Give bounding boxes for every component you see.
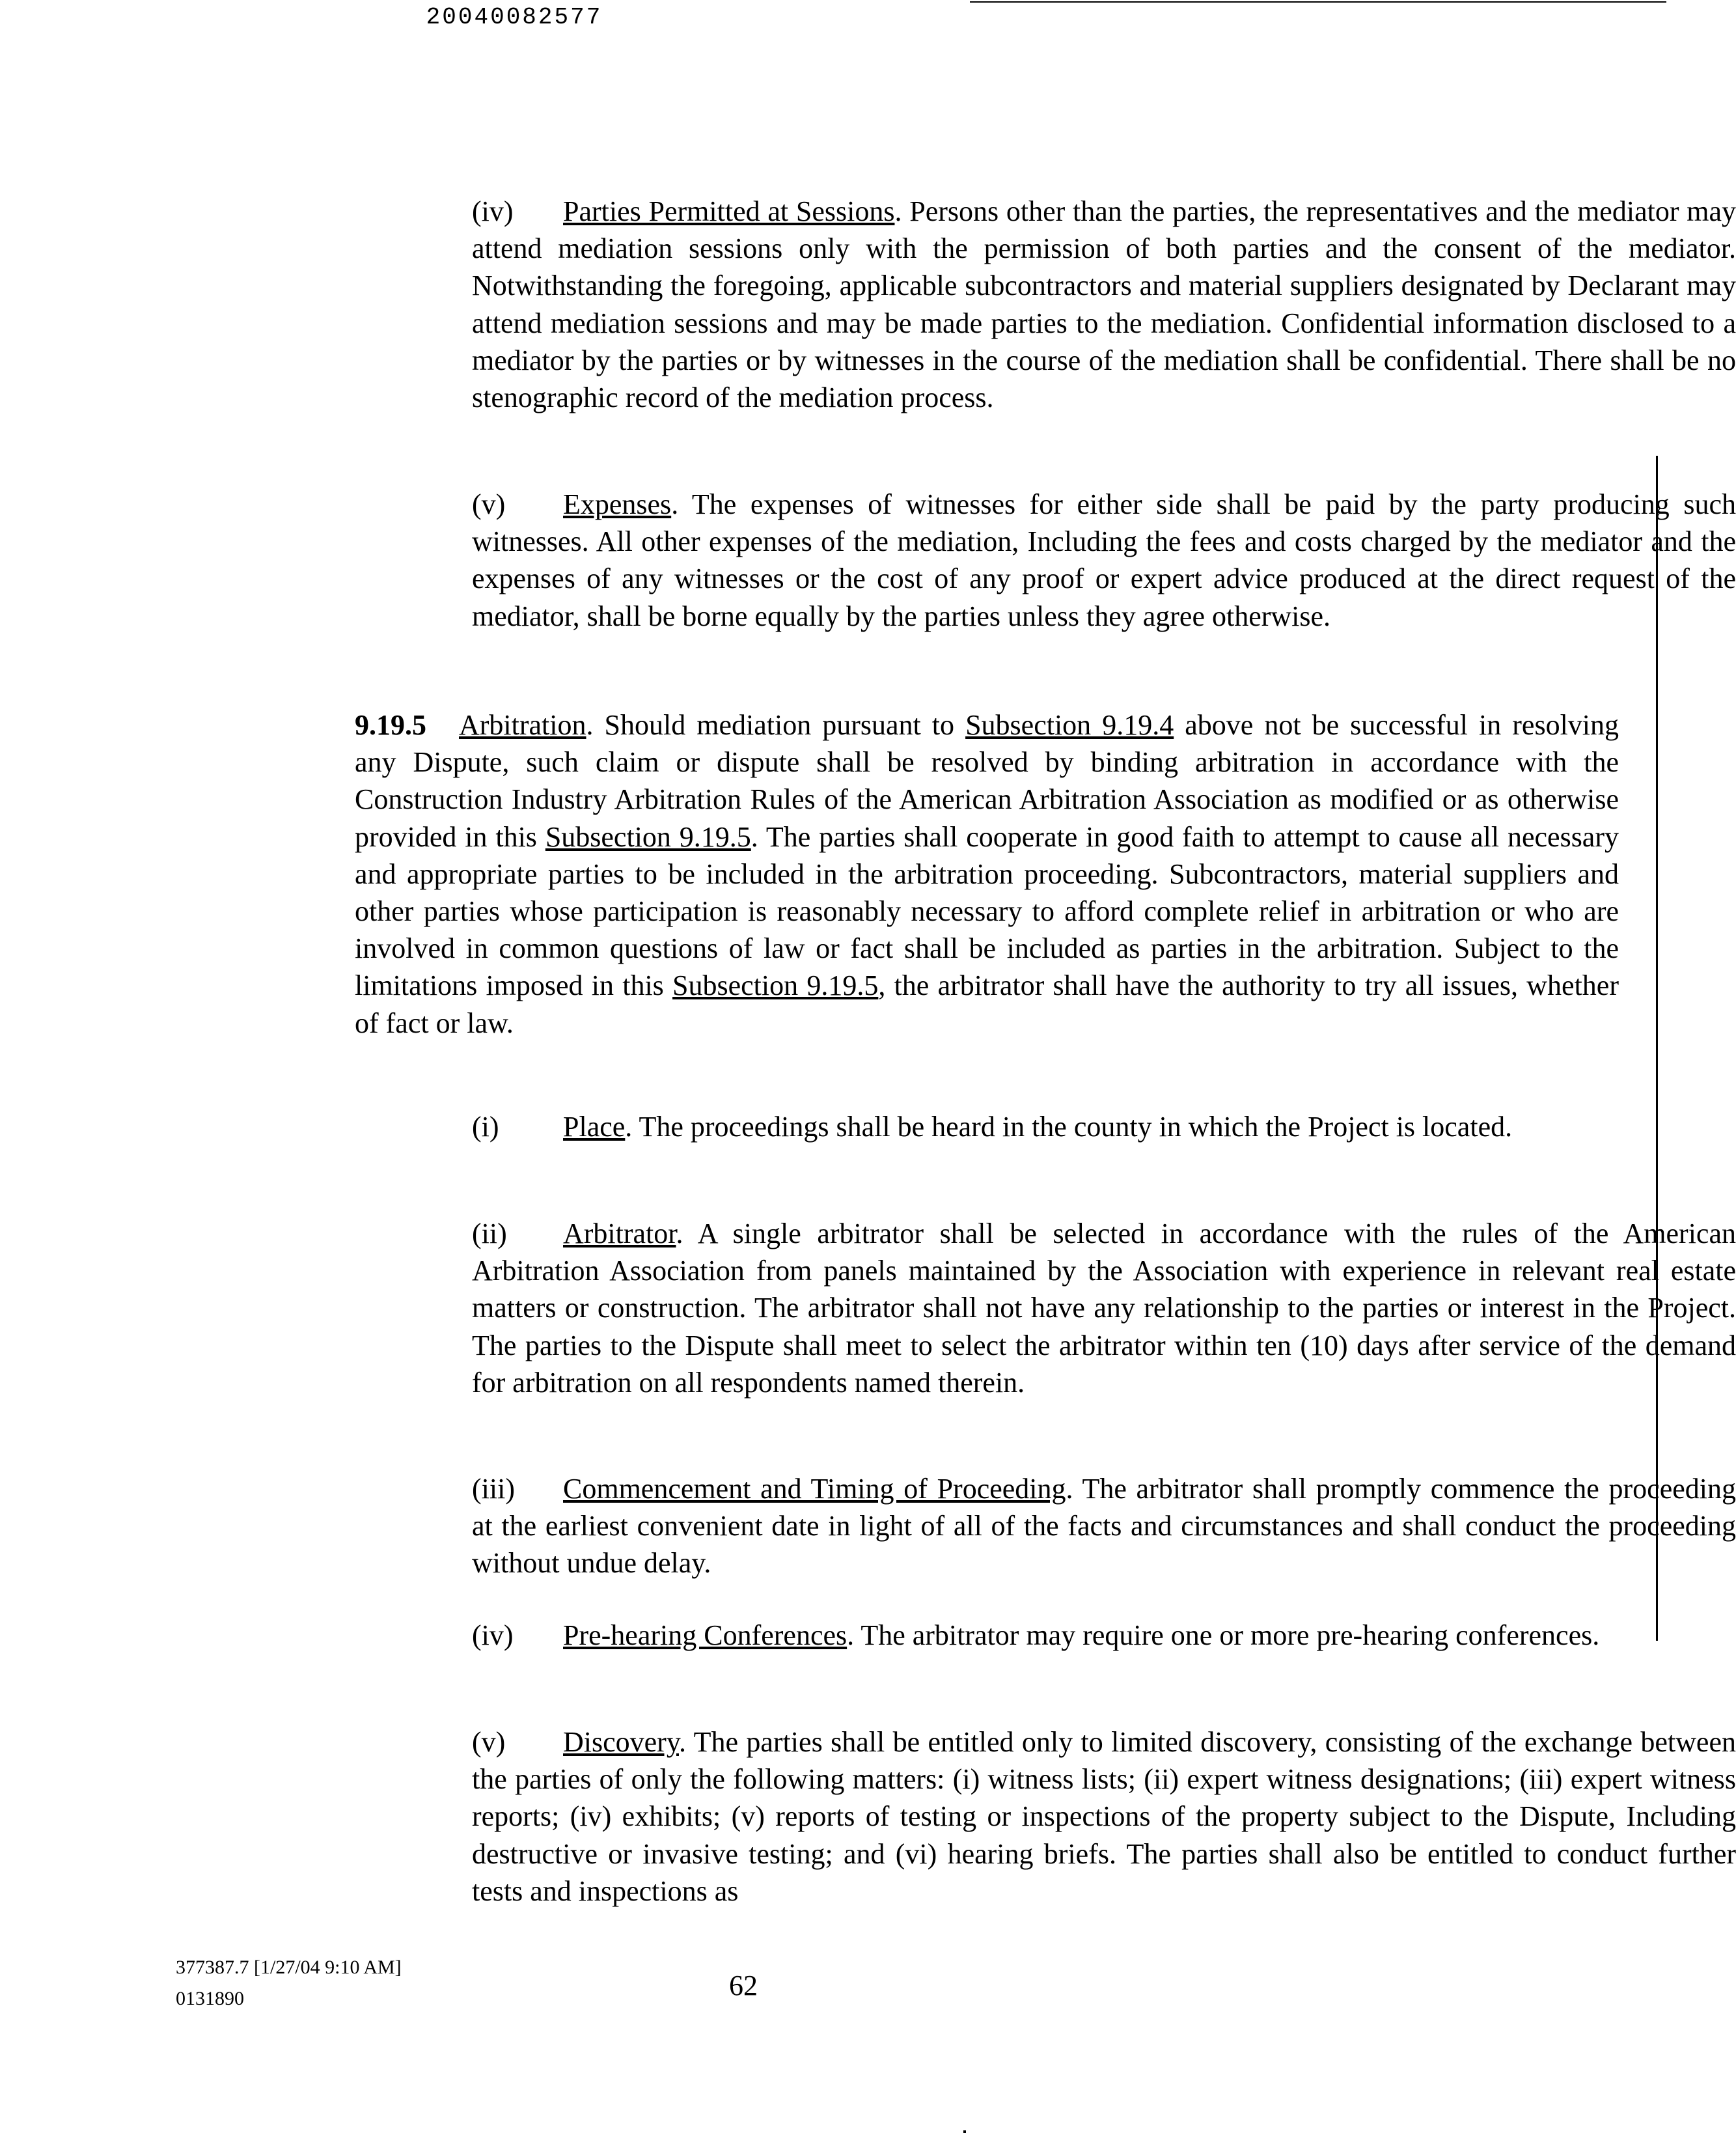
document-number: 20040082577 bbox=[426, 4, 603, 31]
paragraph-text: . The parties shall be entitled only to limited discovery, consisting of the exchange between the parties of only the following matters: (i) witness lists; (ii) expert witness designations; (iii) expert witness reports; (iv) exhibits; (v) reports of testing or inspections of the property subject to the Dispute, Including destructive or invasive testing; and (vi) hearing briefs. The parties shall also be entitled to conduct further tests and inspections as bbox=[472, 1726, 1736, 1907]
paragraph-heading: Expenses bbox=[563, 488, 672, 520]
paragraph-heading: Pre-hearing Conferences bbox=[563, 1619, 847, 1651]
top-rule bbox=[970, 1, 1666, 3]
subsection-reference: Subsection 9.19.5 bbox=[545, 820, 751, 853]
paragraph-text: . A single arbitrator shall be selected in accordance with the rules of the American Arbitration Association from panels maintained by the Association with experience in relevant real estate matters or construction. The arbitrator shall not have any relationship to the parties or interest in the Project. The parties to the Dispute shall meet to select the arbitrator within ten (10) days after service of the demand for arbitration on all respondents named therein. bbox=[472, 1218, 1736, 1399]
subsection-reference: Subsection 9.19.4 bbox=[965, 709, 1174, 741]
paragraph-heading: Arbitrator bbox=[563, 1218, 676, 1249]
paragraph-number: (v) bbox=[472, 1726, 506, 1758]
paragraph-commencement bbox=[179, 1470, 1736, 1582]
page-number: 62 bbox=[729, 1970, 758, 2001]
paragraph-number: (iii) bbox=[472, 1473, 515, 1505]
paragraph-number: (ii) bbox=[472, 1218, 507, 1249]
footer-client-number: 0131890 bbox=[176, 1988, 244, 2009]
paragraph-arbitration bbox=[179, 706, 1619, 1042]
paragraph-text: . The proceedings shall be heard in the county in which the Project is located. bbox=[625, 1111, 1513, 1143]
paragraph-text: . The parties shall cooperate in good faith to attempt to cause all necessary and appropriate parties to be included in the arbitration proceeding. Subcontractors, material suppliers and other parties whose participation is reasonably necessary to afford complete relief in arbitration or who are involved in common questions of law or fact shall be included as parties in the arbitration. Subject to the limitations imposed in this bbox=[355, 820, 1619, 1002]
paragraph-text: . Should mediation pursuant to bbox=[586, 709, 966, 741]
scan-speck bbox=[963, 2130, 966, 2133]
paragraph-number: (i) bbox=[472, 1111, 499, 1143]
paragraph-number: (v) bbox=[472, 488, 506, 520]
subsection-reference: Subsection 9.19.5 bbox=[672, 969, 879, 1002]
paragraph-text: . The arbitrator shall promptly commence the proceeding at the earliest convenient date in light of all of the facts and circumstances and shall conduct the proceeding without undue delay. bbox=[472, 1473, 1736, 1580]
paragraph-expenses bbox=[179, 486, 1736, 635]
paragraph-heading: Arbitration bbox=[459, 709, 586, 741]
paragraph-heading: Commencement and Timing of Proceeding bbox=[563, 1473, 1066, 1505]
paragraph-place bbox=[179, 1108, 1736, 1145]
paragraph-text: above not be successful in resolving any Dispute, such claim or dispute shall be resolved by binding arbitration in accordance with the Construction Industry Arbitration Rules of the American Arbitration Association as modified or as otherwise provided in this bbox=[355, 709, 1619, 853]
paragraph-text: , the arbitrator shall have the authority to try all issues, whether of fact or law. bbox=[355, 969, 1619, 1039]
paragraph-pre-hearing bbox=[179, 1617, 1736, 1654]
paragraph-text: . Persons other than the parties, the representatives and the mediator may attend mediation sessions only with the permission of both parties and the consent of the mediator. Notwithstanding the foregoing, applicable subcontractors and material suppliers designated by Declarant may attend mediation sessions and may be made parties to the mediation. Confidential information disclosed to a mediator by the parties or by witnesses in the course of the mediation shall be confidential. There shall be no stenographic record of the mediation process. bbox=[472, 195, 1736, 413]
paragraph-heading: Parties Permitted at Sessions bbox=[563, 195, 895, 227]
paragraph-arbitrator bbox=[179, 1215, 1736, 1401]
paragraph-text: . The arbitrator may require one or more pre-hearing conferences. bbox=[847, 1619, 1600, 1651]
paragraph-parties-permitted bbox=[179, 193, 1736, 416]
paragraph-number: (iv) bbox=[472, 195, 514, 227]
paragraph-discovery bbox=[179, 1723, 1736, 1910]
paragraph-heading: Discovery bbox=[563, 1726, 679, 1758]
paragraph-number: (iv) bbox=[472, 1619, 514, 1651]
footer-document-reference: 377387.7 [1/27/04 9:10 AM] bbox=[176, 1957, 402, 1978]
paragraph-text: . The expenses of witnesses for either side shall be paid by the party producing such witnesses. All other expenses of the mediation, Including the fees and costs charged by the mediator and the expenses of any witnesses or the cost of any proof or expert advice produced at the direct request of the mediator, shall be borne equally by the parties unless they agree otherwise. bbox=[472, 488, 1736, 632]
paragraph-heading: Place bbox=[563, 1111, 626, 1143]
section-number: 9.19.5 bbox=[355, 709, 426, 741]
